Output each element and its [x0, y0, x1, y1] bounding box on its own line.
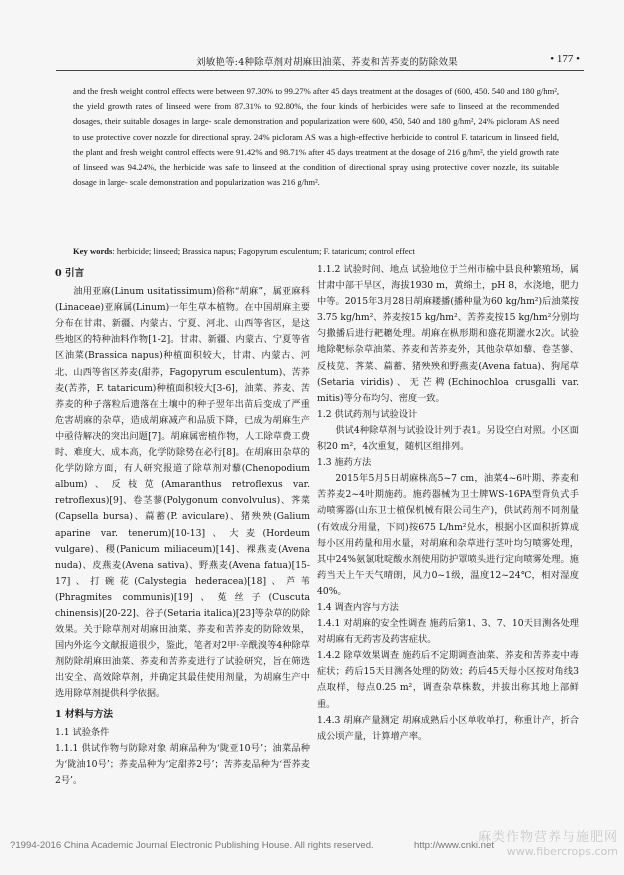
watermark-title: 麻类作物营养与施肥网 [477, 830, 618, 845]
keywords-text: : herbicide; linseed; Brassica napus; Fagopyrum esculentum; F. tataricum; control effect [112, 246, 415, 256]
subsection-heading-herbicides: 1.2 供试药剂与试验设计 [317, 408, 418, 420]
left-column [55, 262, 310, 789]
page-number: • 177 • [550, 53, 580, 65]
running-header [56, 52, 584, 71]
paragraph-1-3: 2015年5月5日胡麻株高5~7 cm，油菜4~6叶期、荞麦和苦荞麦2~4叶期施药。施药器械为卫士牌WS-16PA型背负式手动喷雾器(山东卫士植保机械有限公司生产)，供试药剂不同剂量(有效成分用量，下同)按675 L/hm²兑水，根据小区面积折算成每小区用药量和用水量，对胡麻和杂草进行茎叶均匀喷雾处理，其中24%氨氯吡啶酸水剂使用防护罩喷头进行定向喷雾处理。施药当天上午天气晴朗，风力0~1级，温度12~24℃，相对湿度40%。 [317, 473, 579, 597]
english-abstract [73, 84, 559, 190]
paragraph-1-4-1: 1.4.1 对胡麻的安全性调查 施药后第1、3、7、10天目测各处理对胡麻有无药害及药害症状。 [317, 618, 579, 646]
paragraph-1-1-2: 1.1.2 试验时间、地点 试验地位于兰州市榆中县良种繁殖场，属甘肃中部干旱区，海拔1930 m，黄绵土，pH 8，水浇地，肥力中等。2015年3月28日胡麻耧播(播种量为60 kg/hm²)后油菜按3.75 kg/hm²、荞麦按15 kg/hm²、苦荞麦按15 kg/hm²分别均匀撒播后进行耙耱处理。胡麻在枞形期和盛花期灌水2次。试验地除靶标杂草油菜、荞麦和苦荞麦外，其他杂草如藜、卷茎蓼、反枝苋、荠菜、萹蓄、猪殃殃和野燕麦(Avena fatua)、狗尾草(Setaria viridis)、无芒稗(Echinochloa crusgalli var. mitis)等分布均匀、密度一致。 [317, 264, 579, 404]
paragraph-1-1-1: 1.1.1 供试作物与防除对象 胡麻品种为‘陇亚10号’；油菜品种为‘陇油10号’；荞麦品种为‘定甜荞2号’；苦荞麦品种为‘晋荞麦2号’。 [55, 742, 310, 786]
cnki-url[interactable]: http://www.cnki.net [414, 840, 494, 851]
right-column [317, 262, 579, 745]
paragraph-1-4-3: 1.4.3 胡麻产量测定 胡麻成熟后小区单收单打，称重计产，折合成公顷产量，计算增产率。 [317, 714, 579, 742]
section-heading-intro: 0 引言 [55, 268, 85, 279]
copyright-text: ?1994-2016 China Academic Journal Electronic Publishing House. All rights reserved. [10, 840, 374, 851]
keywords-label: Key words [73, 246, 113, 256]
section-heading-materials: 1 材料与方法 [55, 708, 113, 720]
paragraph-1-2: 供试4种除草剂与试验设计列于表1。另设空白对照。小区面积20 m²，4次重复，随机区组排列。 [317, 424, 579, 453]
keywords-line [73, 244, 559, 258]
subsection-heading-survey: 1.4 调查内容与方法 [317, 601, 399, 613]
watermark [478, 826, 618, 858]
header-title: 刘敏艳等:4种除草剂对胡麻田油菜、荞麦和苦荞麦的防除效果 [196, 57, 458, 68]
intro-paragraph: 油用亚麻(Linum usitatissimum)俗称“胡麻”，属亚麻科(Linaceae)亚麻属(Linum)一年生草本植物。在中国胡麻主要分布在甘肃、新疆、内蒙古、宁夏、河北、山西等省区，是这些地区的特种油料作物[1-2]。甘肃、新疆、内蒙古、宁夏等省区油菜(Brassica napus)种植面积较大，甘肃、内蒙古、河北、山西等省区荞麦(甜荞，Fagopyrum esculentum)、苦荞麦(苦荞，F. tataricum)种植面积较大[3-6]，油菜、荞麦、苦荞麦的种子落粒后遗落在土壤中的种子翌年出苗后变成了严重危害胡麻的杂草，造成胡麻减产和品质下降，已成为胡麻生产中亟待解决的突出问题[7]。胡麻属密植作物，人工除草费工费时、难度大、成本高，化学防除势在必行[8]。在胡麻田杂草的化学防除方面，有人研究报道了除草剂对藜(Chenopodium album)、反枝苋(Amaranthus retroflexus var. retroflexus)[9]、卷茎蓼(Polygonum convolvulus)、荠菜(Capsella bursa)、萹蓄(P. aviculare)、猪殃殃(Galium aparine var. tenerum)[10-13]、大麦(Hordeum vulgare)、稷(Panicum miliaceum)[14]、裸燕麦(Avena nuda)、皮燕麦(Avena sativa)、野燕麦(Avena fatua)[15-17]、打碗花(Calystegia hederacea)[18]、芦苇(Phragmites communis)[19]、菟丝子(Cuscuta chinensis)[20-22]、谷子(Setaria italica)[23]等杂草的防除效果。关于除草剂对胡麻田油菜、荞麦和苦荞麦的防除效果，国内外迄今文献报道很少，鉴此，笔者对2甲·辛酰溴等4种除草剂防除胡麻田油菜、荞麦和苦荞麦进行了试验研究，旨在筛选出安全、高效除草剂，并确定其最佳使用剂量，为胡麻生产中选用除草剂提供科学依据。 [55, 286, 310, 700]
abstract-paragraph: and the fresh weight control effects were between 97.30% to 99.27% after 45 days treatment at the dosages of (600, 450. 540 and 180 g/hm², the yield growth rates of linseed were from 87.31% to 92.80%, the four kinds of herbicides were safe to linseed at the recommended dosages, their suitable dosages in large- scale demonstration and popularization were 600, 450, 540 and 180 g/hm², 24% picloram AS need to use protective cover nozzle for directional spray. 24% picloram AS was a high-effective herbicide to control F. tataricum in linseed field, the plant and fresh weight control effects were 91.42% and 98.71% after 45 days treatment at the dosage of 216 g/hm², the yield growth rate of linseed was 94.24%, the herbicide was safe to linseed at the condition of directional spray using protective cover nozzle, its suitable dosage in large- scale demonstration and popularization was 216 g/hm². [73, 86, 559, 188]
subsection-heading-conditions: 1.1 试验条件 [55, 726, 110, 738]
subsection-heading-application: 1.3 施药方法 [317, 457, 372, 469]
watermark-url: www.fibercrops.com [506, 845, 618, 858]
paragraph-1-4-2: 1.4.2 除草效果调查 施药后不定期调查油菜、荞麦和苦荞麦中毒症状；药后15天目测各处理的防效；药后45天每小区按对角线3点取样，每点0.25 m²，调查杂草株数，并拔出称其地上部鲜重。 [317, 650, 579, 710]
